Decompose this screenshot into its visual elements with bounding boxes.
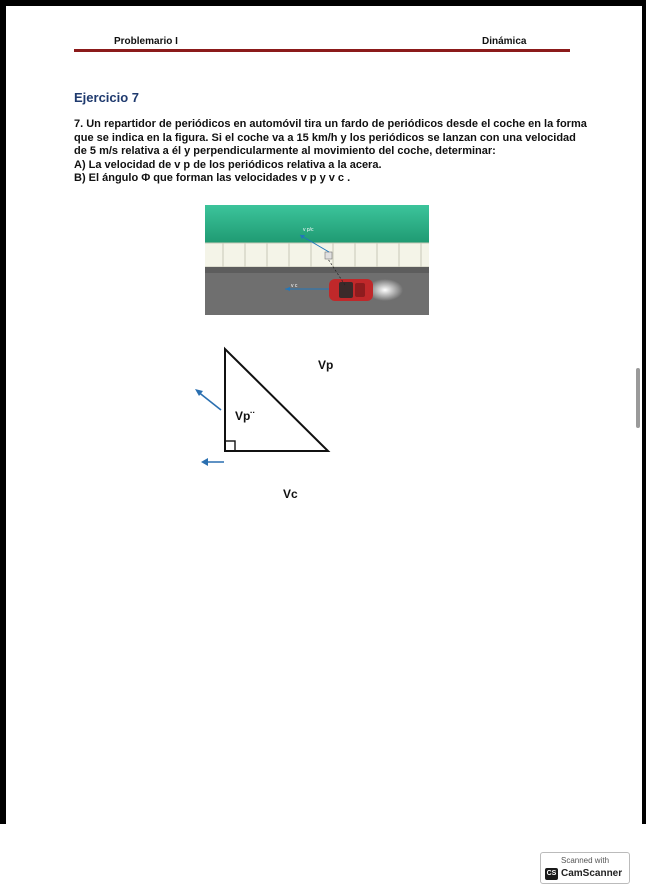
car-illustration-svg (205, 205, 429, 315)
sidewalk-area (205, 205, 429, 243)
label-vp-relative: Vp¨ (235, 409, 255, 423)
camscanner-logo-icon: CS (545, 868, 558, 880)
header-course-title: Problemario I (114, 36, 178, 47)
label-vp: Vp (318, 358, 334, 372)
header-rule (74, 49, 570, 52)
vp-rel-tag: v p/c (303, 227, 314, 233)
label-vc: Vc (283, 487, 298, 501)
statement-line: que se indica en la figura. Si el coche va a 15 km/h y los periódicos se lanzan con una velocidad (74, 131, 576, 144)
vertical-scrollbar[interactable] (636, 368, 640, 428)
statement-line: 7. Un repartidor de periódicos en automóvil tira un fardo de periódicos desde el coche en la forma (74, 118, 587, 130)
camscanner-badge (540, 852, 630, 884)
badge-caption: Scanned with (560, 856, 610, 865)
exercise-title: Ejercicio 7 (74, 90, 140, 105)
exercise-statement (74, 118, 587, 186)
curb-strip (205, 243, 429, 267)
car-illustration (205, 205, 429, 315)
statement-line: de 5 m/s relativa a él y perpendicularmente al movimiento del coche, determinar: (74, 145, 496, 157)
badge-brand: CamScanner (561, 868, 623, 879)
newspaper-bundle-icon (325, 252, 332, 259)
statement-line: A) La velocidad de v p de los periódicos relativa a la acera. (74, 158, 382, 171)
statement-line: B) El ángulo Φ que forman las velocidades v p y v c . (74, 172, 351, 184)
header-subject: Dinámica (482, 36, 527, 47)
vc-tag: v c (291, 283, 298, 289)
